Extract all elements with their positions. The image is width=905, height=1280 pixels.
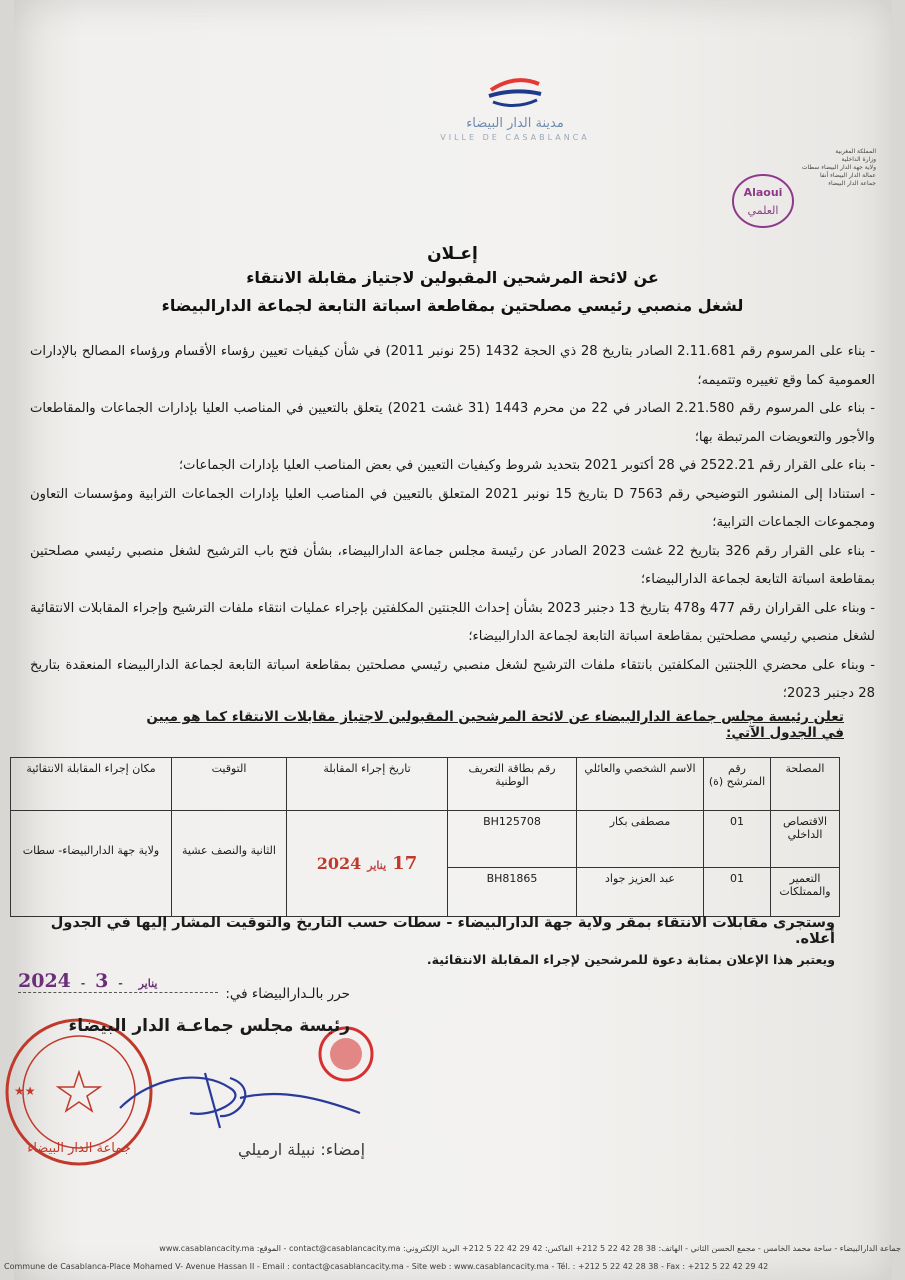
table-header-row bbox=[11, 758, 840, 811]
svg-text:★★: ★★ bbox=[14, 1084, 36, 1098]
issued-month: يناير bbox=[138, 977, 158, 990]
preamble-paragraph: - استنادا إلى المنشور التوضيحي رقم D 7563 بتاريخ 15 نونبر 2021 المتعلق بالتعيين في المناصب العليا بإدارات الجماعات الترابية ومؤسسات التعاون ومجموعات الجماعات الترابية؛ bbox=[30, 486, 875, 530]
footer-arabic: جماعة الدارالبيضاء - ساحة محمد الخامس - مجمع الحسن الثاني - الهاتف: 38 28 42 22 5 212+ الفاكس: 42 29 42 22 5 212+ البريد الإلكتروني: contact@casablancacity.ma - الموقع: www.casablancacity.ma bbox=[159, 1244, 901, 1253]
col-header: التوقيت bbox=[172, 758, 287, 811]
col-header: الاسم الشخصي والعائلي bbox=[577, 758, 704, 811]
name-cell: مصطفى بكار bbox=[577, 811, 704, 868]
svg-text:Alaoui: Alaoui bbox=[743, 186, 783, 199]
logo-subtitle: VILLE DE CASABLANCA bbox=[440, 133, 590, 142]
issued-label: حرر بالـدارالبيضاء في: bbox=[225, 986, 350, 1002]
president-title: رئيسة مجلس جماعـة الدار البيضاء bbox=[68, 1016, 350, 1036]
logo-name: مدينة الدار البيضاء bbox=[466, 116, 564, 131]
document-title: إعـلان bbox=[427, 244, 478, 264]
issued-date: 2024 - يناير - 3 bbox=[18, 970, 218, 993]
number-cell: 01 bbox=[704, 811, 771, 868]
preamble bbox=[30, 338, 875, 709]
issued-at-row bbox=[10, 968, 370, 1002]
administrative-stamp-text: المملكة المغربية وزارة الداخلية ولاية جهة الدار البيضاء سطات عمالة الدار البيضاء أنفا جماعة الدار البيضاء bbox=[801, 148, 876, 187]
place-cell: ولاية جهة الدارالبيضاء- سطات bbox=[11, 811, 172, 917]
footer-french: Commune de Casablanca-Place Mohamed V- Avenue Hassan II - Email : contact@casablancacity.ma - Site web : www.casablancacity.ma - Tél. : +212 5 22 42 28 38 - Fax : +212 5 22 42 29 42 bbox=[4, 1262, 769, 1271]
svg-text:جماعة الدار البيضاء: جماعة الدار البيضاء bbox=[27, 1141, 131, 1156]
casablanca-logo-icon bbox=[485, 70, 545, 110]
document-subtitle: عن لائحة المرشحين المقبولين لاجتياز مقابلة الانتقاء bbox=[246, 268, 659, 287]
preamble-paragraph: - وبناء على القراران رقم 477 و478 بتاريخ 13 دجنبر 2023 بشأن إحداث اللجنتين المكلفتين بإجراء عمليات انتقاء ملفات الترشيح وإجراء المقابلات الانتقائية لشغل منصبي رئيسي مصلحتين بمقاطعة اسباتة التابعة لجماعة الدارالبيضاء؛ bbox=[30, 600, 875, 644]
signer-name: إمضاء: نبيلة ارميلي bbox=[238, 1140, 366, 1159]
cin-cell: BH125708 bbox=[448, 811, 577, 868]
handwritten-signature-icon bbox=[110, 1058, 370, 1138]
col-header: رقم بطاقة التعريف الوطنية bbox=[448, 758, 577, 811]
col-header: المصلحة bbox=[771, 758, 840, 811]
issued-year: 2024 bbox=[18, 970, 71, 992]
date-year: 2024 bbox=[316, 854, 362, 873]
preamble-paragraph: - بناء على القرار رقم 326 بتاريخ 22 غشت 2023 الصادر عن رئيسة مجلس جماعة الدارالبيضاء، بشأن فتح باب الترشيح لشغل منصبي رئيسي مصلحتين بمقاطعة اسباتة التابعة لجماعة الدارالبيضاء؛ bbox=[30, 543, 876, 587]
cin-cell: BH81865 bbox=[448, 868, 577, 917]
name-cell: عبد العزيز جواد bbox=[577, 868, 704, 917]
preamble-paragraph: - بناء على المرسوم رقم 2.11.681 الصادر بتاريخ 28 ذي الحجة 1432 (25 نونبر 2011) في شأن كيفيات تعيين رؤساء الأقسام ورؤساء المصالح بالإدارات العمومية كما وقع تغييره وتتميمه؛ bbox=[30, 344, 875, 388]
preamble-paragraph: - بناء على القرار رقم 2522.21 في 28 أكتوبر 2021 بتحديد شروط وكيفيات التعيين في بعض المناصب العليا بإدارات الجماعات؛ bbox=[178, 458, 875, 473]
svg-text:العلمي: العلمي bbox=[747, 204, 779, 217]
service-cell: التعمير والممتلكات bbox=[771, 868, 840, 917]
city-logo bbox=[400, 70, 630, 142]
number-cell: 01 bbox=[704, 868, 771, 917]
interview-date-cell bbox=[287, 811, 448, 917]
col-header: رقم المترشح (ة) bbox=[704, 758, 771, 811]
alaoui-stamp-icon bbox=[730, 172, 796, 230]
preamble-paragraph: - وبناء على محضري اللجنتين المكلفتين بانتقاء ملفات الترشيح لشغل منصبي رئيسي مصلحتين بمقاطعة اسباتة التابعة لجماعة الدارالبيضاء المنعقدة بتاريخ 28 دجنبر 2023؛ bbox=[30, 657, 875, 701]
table-row bbox=[11, 811, 840, 868]
time-cell: الثانية والنصف عشية bbox=[172, 811, 287, 917]
col-header: مكان إجراء المقابلة الانتقائية bbox=[11, 758, 172, 811]
candidates-table bbox=[10, 757, 840, 917]
document-subtitle-2: لشغل منصبي رئيسي مصلحتين بمقاطعة اسباتة التابعة لجماعة الدارالبيضاء bbox=[161, 296, 744, 315]
invitation-note: ويعتبر هذا الإعلان بمثابة دعوة للمرشحين لإجراء المقابلة الانتقائية. bbox=[426, 952, 835, 967]
date-day: 17 bbox=[392, 853, 418, 874]
service-cell: الاقتصاص الداخلي bbox=[771, 811, 840, 868]
announcement: تعلن رئيسة مجلس جماعة الدارالبيضاء عن لائحة المرشحين المقبولين لاجتياز مقابلات الانتقاء كما هو مبين في الجدول الآتي: bbox=[146, 709, 844, 741]
date-month: يناير bbox=[367, 859, 387, 872]
interview-location-note: وستجرى مقابلات الانتقاء بمقر ولاية جهة الدارالبيضاء - سطات حسب التاريخ والتوقيت المشار إليها في الجدول أعلاه. bbox=[50, 915, 835, 947]
preamble-paragraph: - بناء على المرسوم رقم 2.21.580 الصادر في 22 من محرم 1443 (31 غشت 2021) يتعلق بالتعيين في المناصب العليا بإدارات الجماعات والمقاطعات والأجور والتعويضات المرتبطة بها؛ bbox=[30, 401, 876, 445]
col-header: تاريخ إجراء المقابلة bbox=[287, 758, 448, 811]
issued-day: 3 bbox=[95, 970, 109, 992]
